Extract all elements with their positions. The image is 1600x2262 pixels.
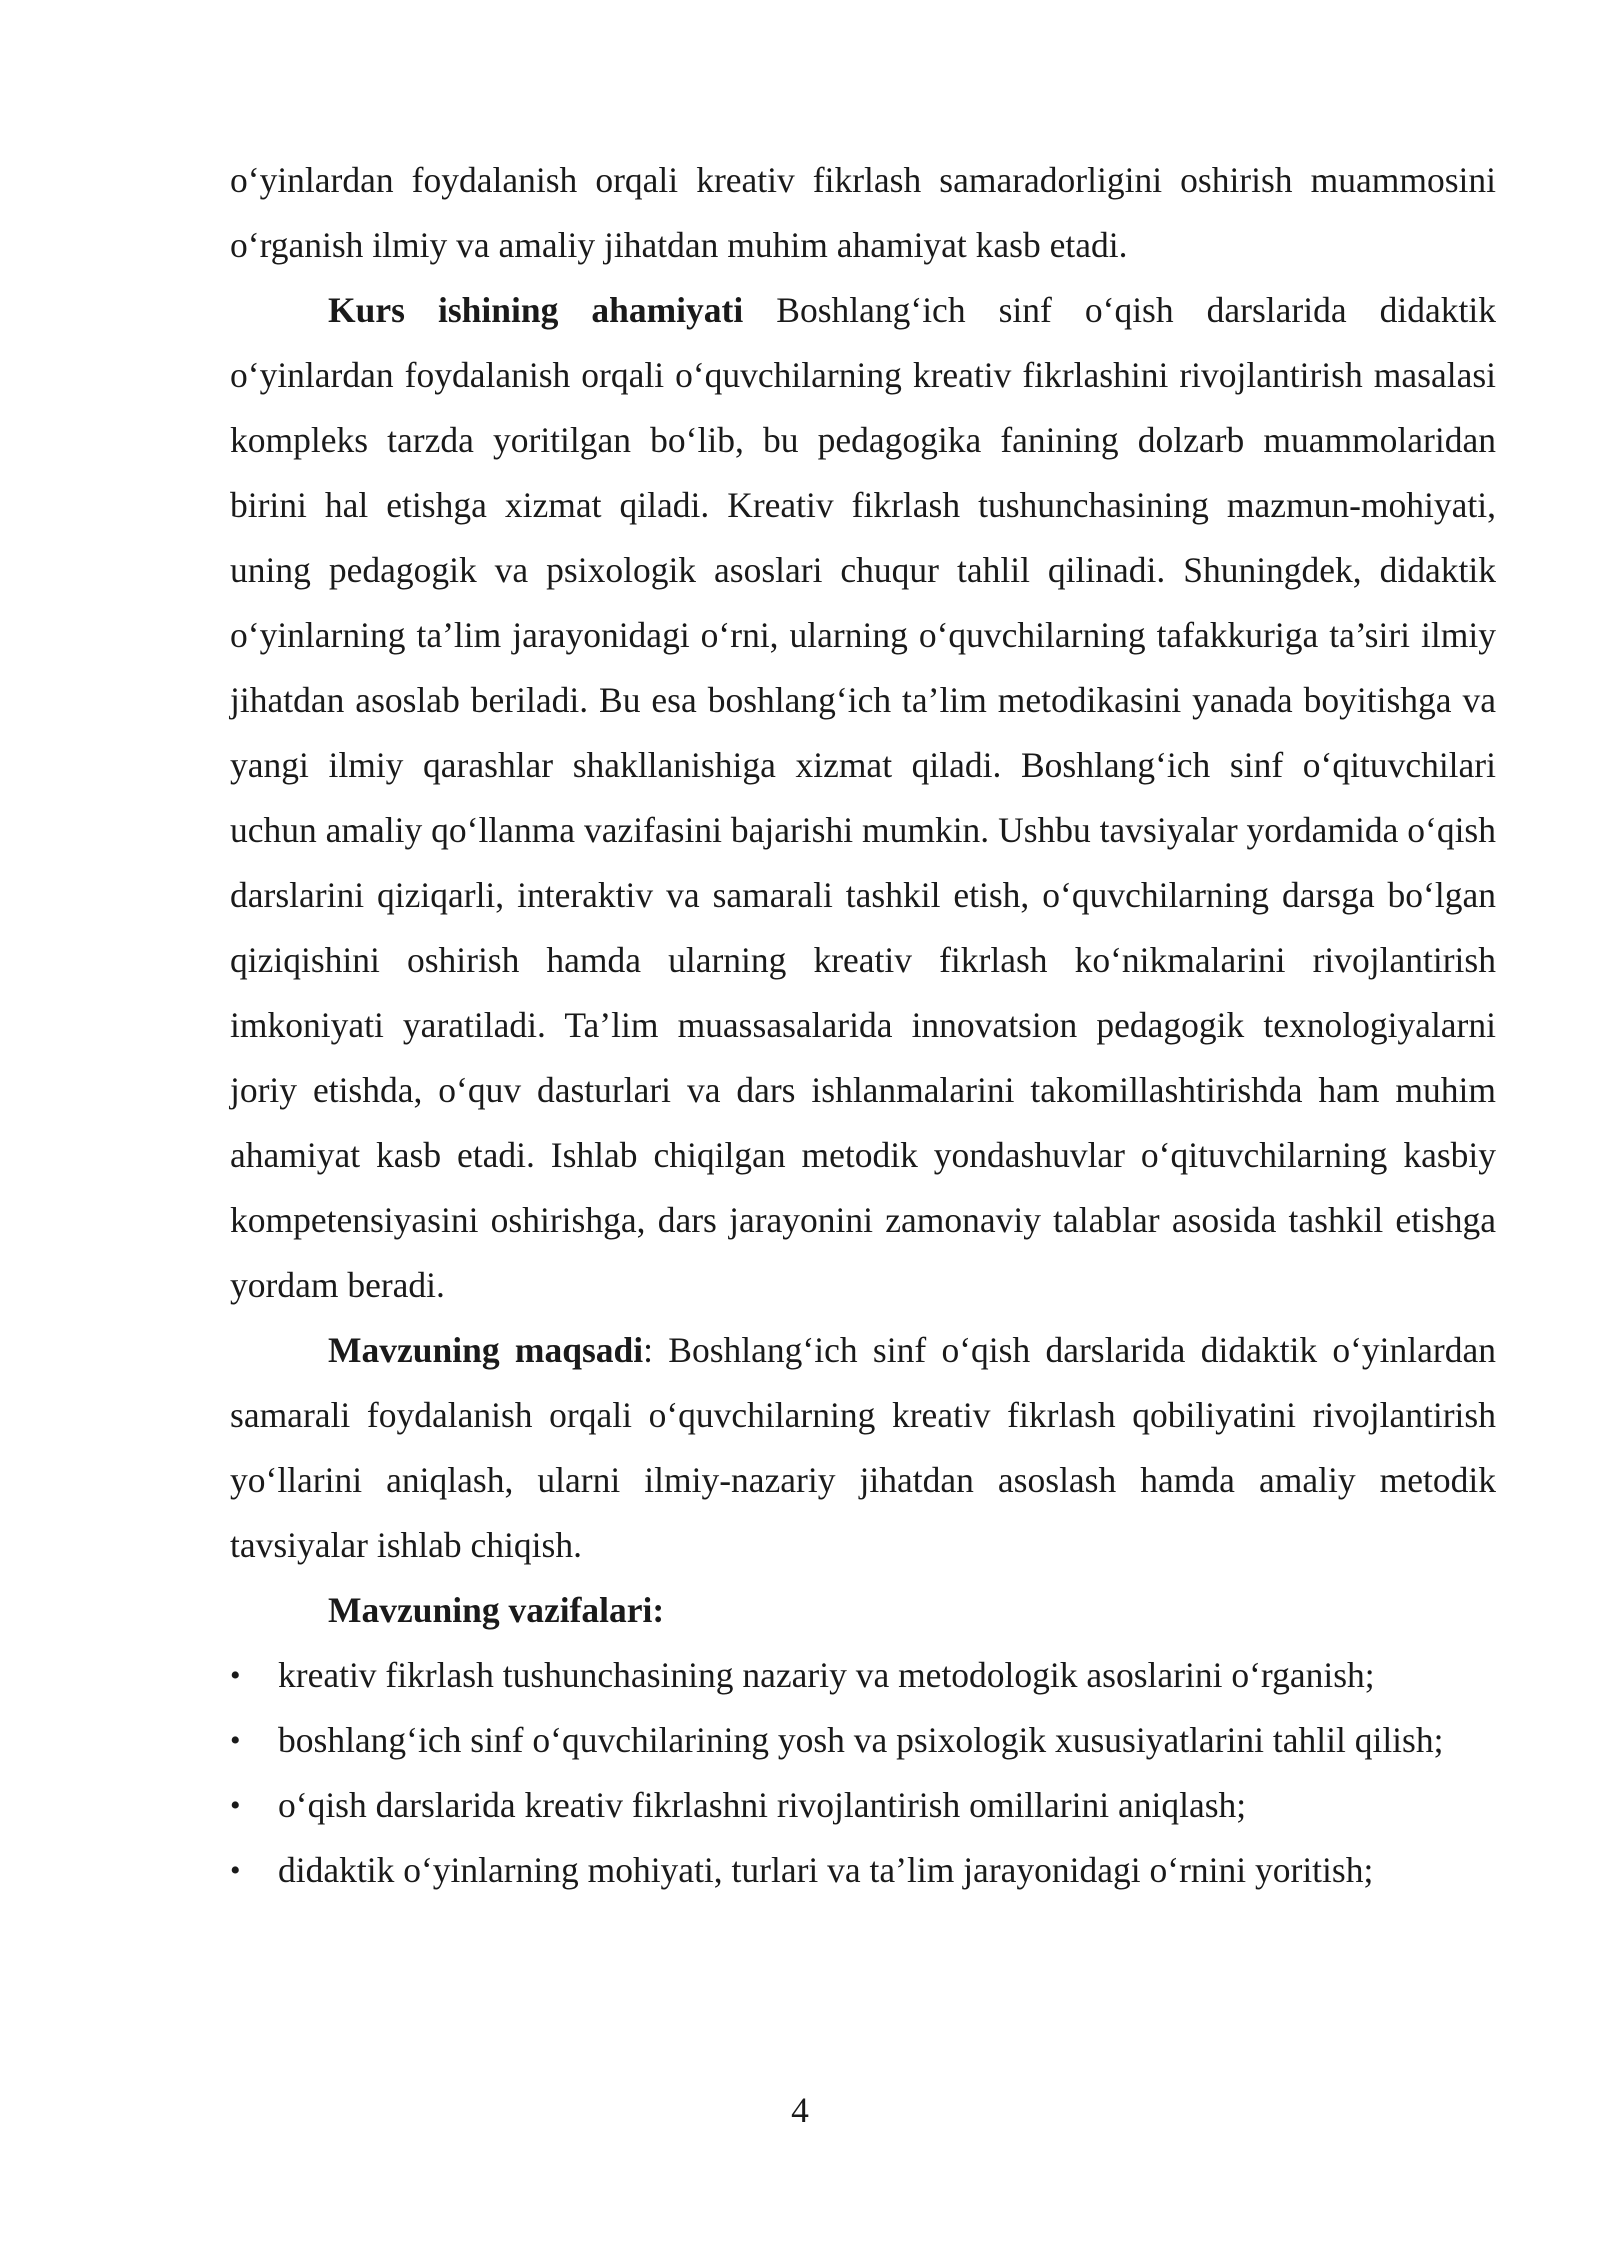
list-item bbox=[230, 1643, 1496, 1708]
list-item bbox=[230, 1838, 1496, 1903]
importance-text: Boshlang‘ich sinf o‘qish darslarida didaktik o‘yinlardan foydalanish orqali o‘quvchilarning kreativ fikrlashini rivojlantirish masalasi kompleks tarzda yoritilgan bo‘lib, bu pedagogika fanining dolzarb muammolaridan birini hal etishga xizmat qiladi. Kreativ fikrlash tushunchasining mazmun-mohiyati, uning pedagogik va psixologik asoslari chuqur tahlil qilinadi. Shuningdek, didaktik o‘yinlarning ta’lim jarayonidagi o‘rni, ularning o‘quvchilarning tafakkuriga ta’siri ilmiy jihatdan asoslab beriladi. Bu esa boshlang‘ich ta’lim metodikasini yanada boyitishga va yangi ilmiy qarashlar shakllanishiga xizmat qiladi. Boshlang‘ich sinf o‘qituvchilari uchun amaliy qo‘llanma vazifasini bajarishi mumkin. Ushbu tavsiyalar yordamida o‘qish darslarini qiziqarli, interaktiv va samarali tashkil etish, o‘quvchilarning darsga bo‘lgan qiziqishini oshirish hamda ularning kreativ fikrlash ko‘nikmalarini rivojlantirish imkoniyati yaratiladi. Ta’lim muassasalarida innovatsion pedagogik texnologiyalarni joriy etishda, o‘quv dasturlari va dars ishlanmalarini takomillashtirishda ham muhim ahamiyat kasb etadi. Ishlab chiqilgan metodik yondashuvlar o‘qituvchilarning kasbiy kompetensiyasini oshirishga, dars jarayonini zamonaviy talablar asosida tashkil etishga yordam beradi. bbox=[230, 290, 1496, 1305]
bullet-icon: • bbox=[230, 1724, 241, 1757]
list-item-text: didaktik o‘yinlarning mohiyati, turlari va ta’lim jarayonidagi o‘rnini yoritish; bbox=[278, 1850, 1374, 1890]
goal-label: Mavzuning maqsadi bbox=[328, 1330, 644, 1370]
bullet-icon: • bbox=[230, 1659, 241, 1692]
list-item-text: kreativ fikrlash tushunchasining nazariy va metodologik asoslarini o‘rganish; bbox=[278, 1655, 1375, 1695]
goal-separator: : bbox=[643, 1330, 654, 1370]
intro-paragraph: o‘yinlardan foydalanish orqali kreativ fikrlash samaradorligini oshirish muammosini o‘rganish ilmiy va amaliy jihatdan muhim ahamiyat kasb etadi. bbox=[230, 160, 1496, 265]
bullet-icon: • bbox=[230, 1789, 241, 1822]
goal-text: Boshlang‘ich sinf o‘qish darslarida didaktik o‘yinlardan samarali foydalanish orqali o‘quvchilarning kreativ fikrlash qobiliyatini rivojlantirish yo‘llarini aniqlash, ularni ilmiy-nazariy jihatdan asoslash hamda amaliy metodik tavsiyalar ishlab chiqish. bbox=[230, 1330, 1496, 1565]
list-item-text: boshlang‘ich sinf o‘quvchilarining yosh va psixologik xususiyatlarini tahlil qilish; bbox=[278, 1720, 1444, 1760]
list-item-text: o‘qish darslarida kreativ fikrlashni rivojlantirish omillarini aniqlash; bbox=[278, 1785, 1247, 1825]
importance-paragraph bbox=[230, 278, 1496, 1318]
importance-label: Kurs ishining ahamiyati bbox=[328, 290, 744, 330]
page-number: 4 bbox=[791, 2090, 809, 2130]
list-item bbox=[230, 1708, 1496, 1773]
goal-paragraph bbox=[230, 1318, 1496, 1578]
tasks-heading: Mavzuning vazifalari: bbox=[328, 1590, 665, 1630]
tasks-list bbox=[230, 1643, 1496, 1903]
list-item bbox=[230, 1773, 1496, 1838]
bullet-icon: • bbox=[230, 1854, 241, 1887]
document-body bbox=[230, 148, 1496, 1903]
